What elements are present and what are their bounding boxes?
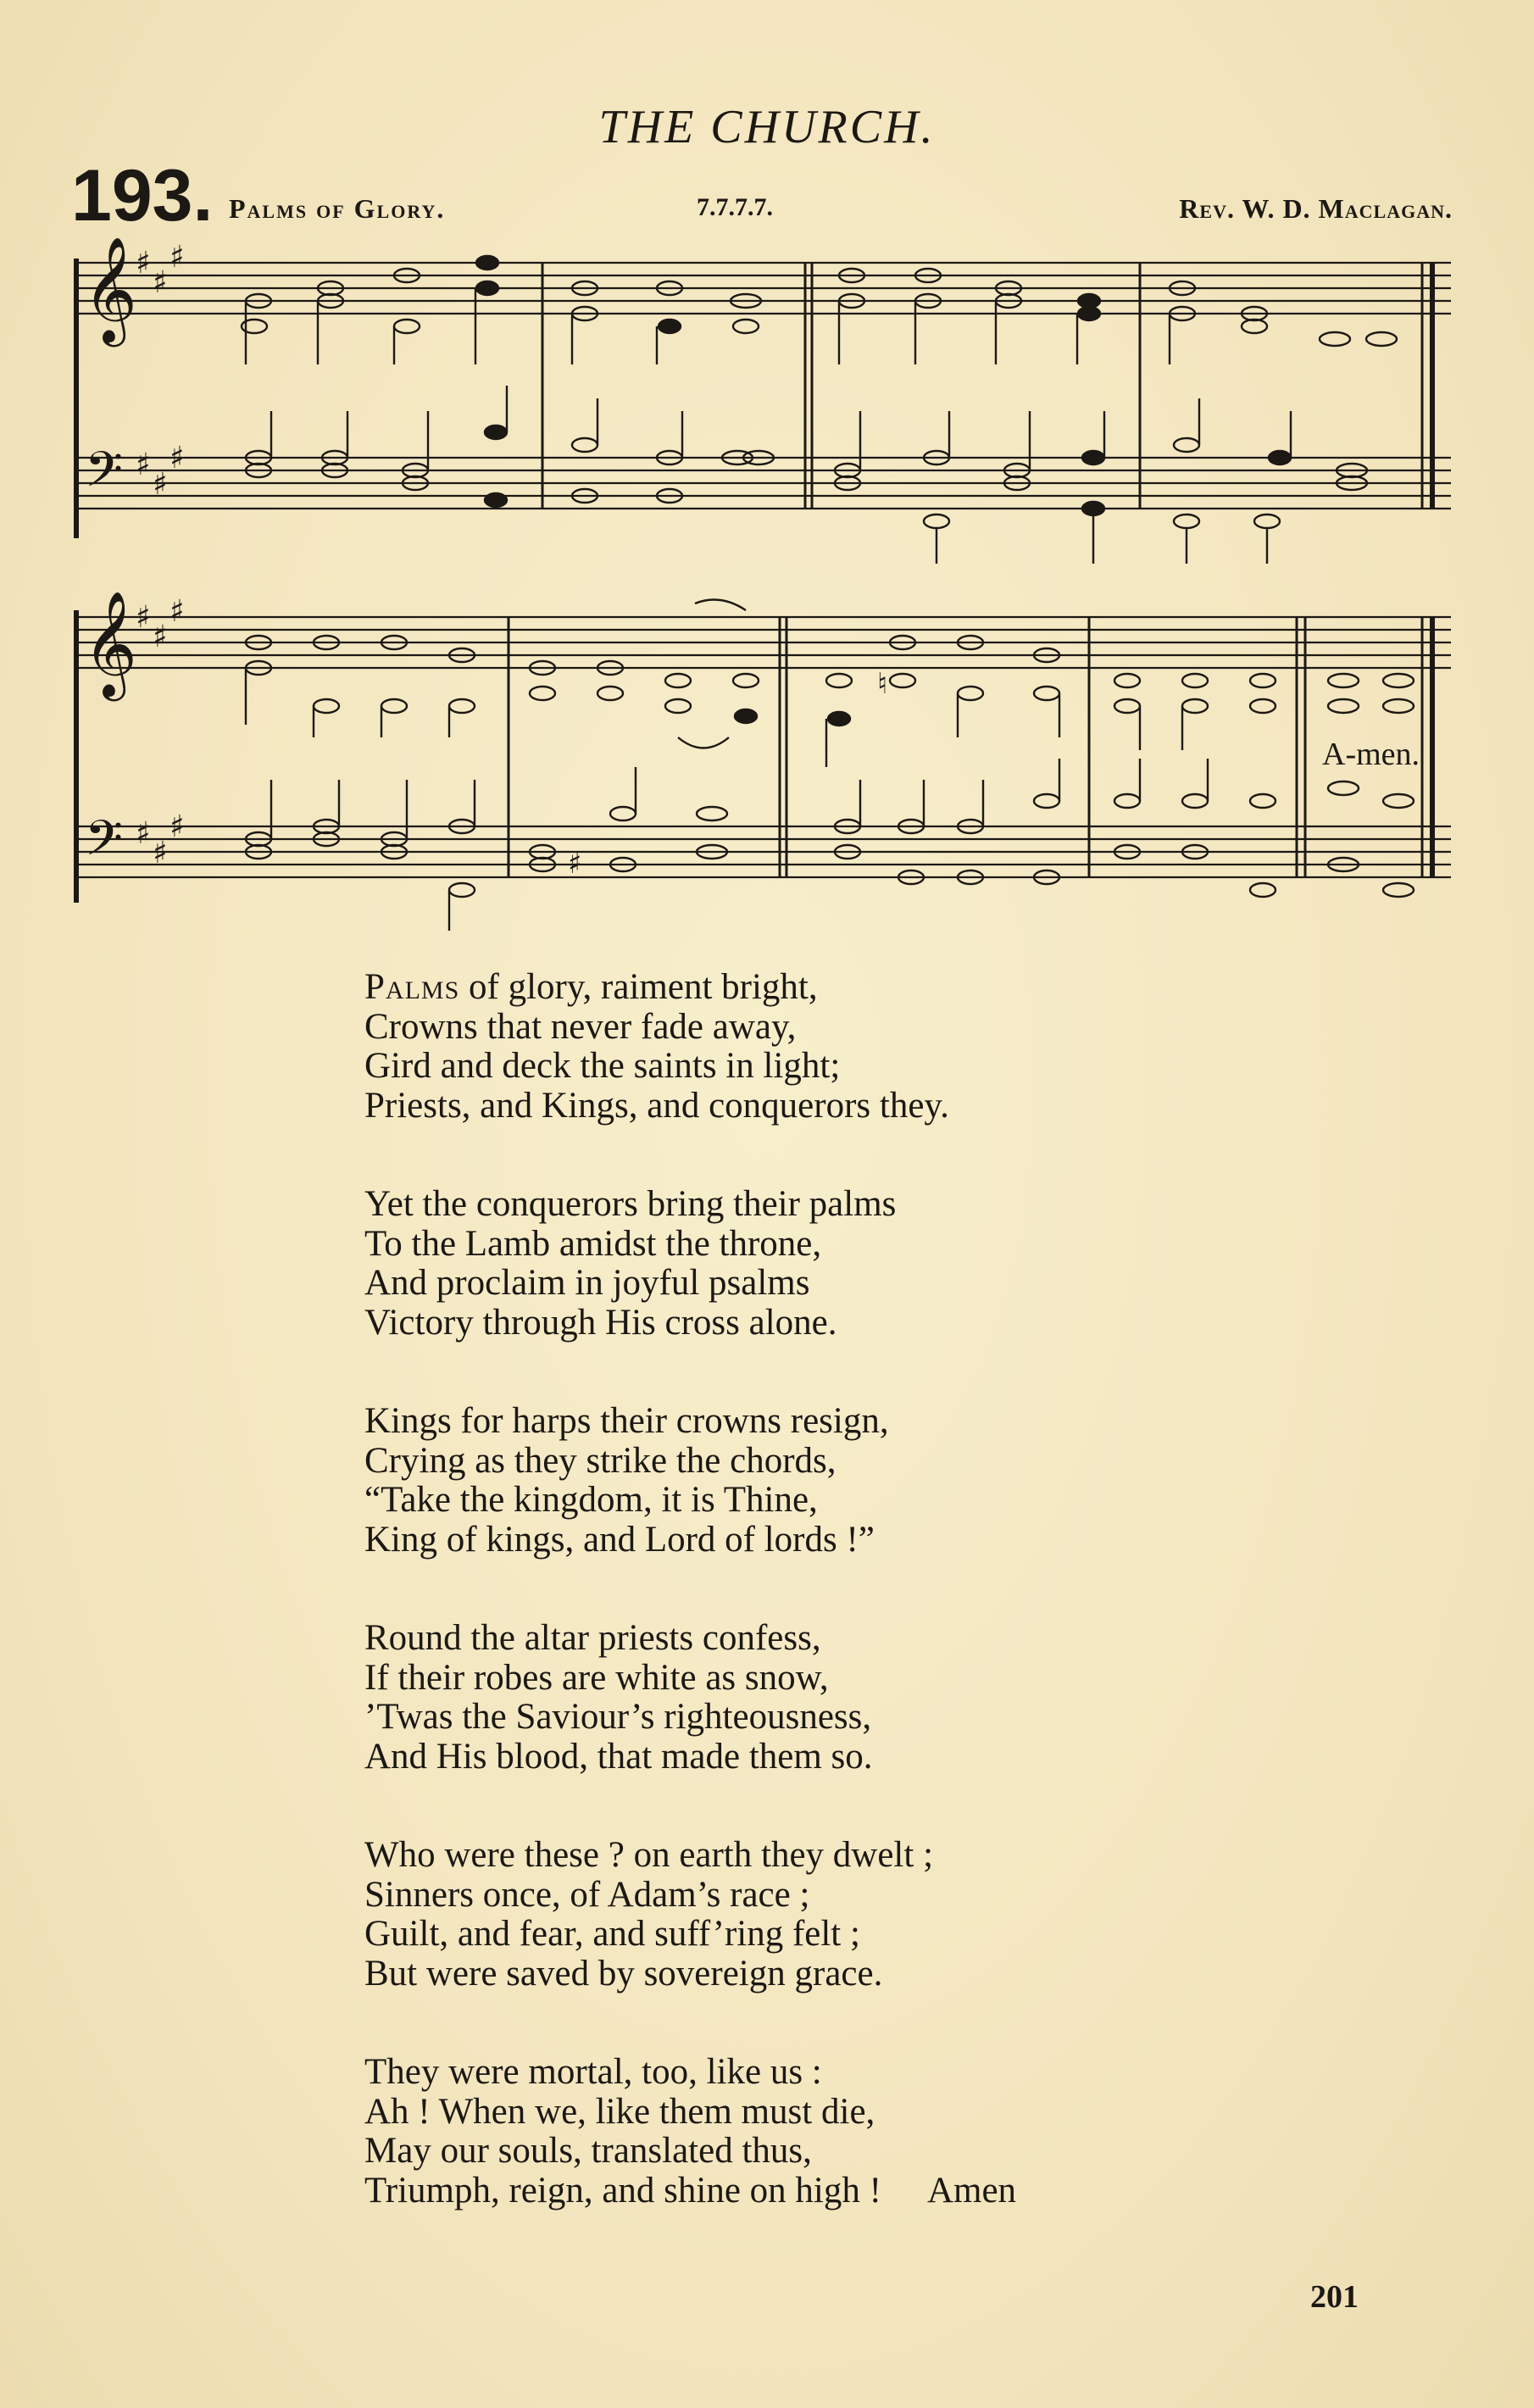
- verse-line-rest: of glory, raiment bright,: [459, 967, 818, 1007]
- verse-line: Kings for harps their crowns resign,: [364, 1401, 889, 1441]
- notes-system-2: [246, 600, 1414, 932]
- svg-text:♮: ♮: [877, 667, 888, 701]
- verse-line: Priests, and Kings, and conquerors they.: [364, 1085, 949, 1126]
- verse-line: Crowns that never fade away,: [364, 1006, 797, 1047]
- svg-text:♯: ♯: [153, 836, 168, 870]
- amen-word: Amen: [926, 2170, 1017, 2211]
- hymn-verses: [364, 968, 1016, 2270]
- verse-line: They were mortal, too, like us :: [364, 2052, 822, 2092]
- verse-line: May our souls, translated thus,: [364, 2131, 812, 2171]
- bass-clef-glyph-1: 𝄢: [85, 441, 124, 510]
- treble-clef-glyph-2: 𝄞: [83, 591, 137, 697]
- svg-text:♯: ♯: [170, 240, 185, 275]
- composer: Rev. W. D. Maclagan.: [1179, 193, 1453, 224]
- verse-line: Ah ! When we, like them must die,: [364, 2091, 875, 2132]
- verse-line: Gird and deck the saints in light;: [364, 1046, 841, 1086]
- music-score: [0, 0, 1534, 932]
- treble-clef-glyph-1: 𝄞: [83, 236, 137, 342]
- verse-line: If their robes are white as snow,: [364, 1657, 829, 1698]
- key-signature-2: [136, 594, 184, 870]
- score-system-1: [76, 236, 1451, 564]
- stanza-6: [364, 2053, 1016, 2211]
- running-head: THE CHURCH.: [598, 101, 936, 153]
- bass-clef-glyph-2: 𝄢: [85, 809, 124, 879]
- verse-line-text: Triumph, reign, and shine on high !: [364, 2170, 881, 2211]
- verse-line: [364, 968, 1016, 1008]
- treble-staff-2: [76, 617, 1451, 668]
- verse-line: Victory through His cross alone.: [364, 1302, 837, 1343]
- drop-word: Palms: [364, 967, 460, 1007]
- treble-staff-1: [76, 263, 1451, 314]
- verse-line: Yet the conquerors bring their palms: [364, 1184, 897, 1224]
- svg-text:♯: ♯: [170, 809, 185, 844]
- verse-line: To the Lamb amidst the throne,: [364, 1223, 822, 1264]
- verse-line: “Take the kingdom, it is Thine,: [364, 1480, 818, 1520]
- svg-text:♯: ♯: [136, 246, 151, 281]
- verse-line: King of kings, and Lord of lords !”: [364, 1519, 875, 1560]
- stanza-3: [364, 1402, 1016, 1560]
- stanza-4: [364, 1619, 1016, 1777]
- key-signature-1: [136, 240, 184, 502]
- svg-text:♯: ♯: [136, 816, 151, 851]
- svg-text:♯: ♯: [136, 600, 151, 635]
- hymn-number: 193.: [71, 155, 214, 236]
- verse-line: Round the altar priests confess,: [364, 1618, 821, 1658]
- verse-line: Who were these ? on earth they dwelt ;: [364, 1835, 934, 1875]
- stanza-2: [364, 1185, 1016, 1343]
- verse-line: [364, 2172, 1016, 2211]
- svg-text:♯: ♯: [170, 594, 185, 629]
- svg-text:♯: ♯: [153, 467, 168, 502]
- meter: 7.7.7.7.: [697, 193, 773, 221]
- svg-text:♯: ♯: [153, 620, 168, 654]
- verse-line: Sinners once, of Adam’s race ;: [364, 1874, 810, 1915]
- barlines-system-1: [542, 263, 1432, 509]
- verse-line: ’Twas the Saviour’s righteousness,: [364, 1697, 872, 1737]
- svg-text:♯: ♯: [568, 847, 582, 881]
- verse-line: And proclaim in joyful psalms: [364, 1263, 810, 1303]
- stanza-5: [364, 1836, 1016, 1994]
- tune-name: Palms of Glory.: [229, 193, 446, 224]
- score-system-2: [76, 591, 1451, 931]
- verse-line: Crying as they strike the chords,: [364, 1440, 836, 1481]
- notes-system-1: [242, 256, 1397, 564]
- svg-text:♯: ♯: [170, 441, 185, 475]
- verse-line: And His blood, that made them so.: [364, 1736, 873, 1777]
- svg-text:♯: ♯: [136, 448, 151, 482]
- page-number: 201: [1310, 2279, 1359, 2315]
- amen-label: A-men.: [1322, 737, 1420, 772]
- bass-staff-2: [76, 826, 1451, 877]
- svg-text:♯: ♯: [153, 265, 168, 300]
- verse-line: Guilt, and fear, and suff’ring felt ;: [364, 1914, 860, 1954]
- verse-line: But were saved by sovereign grace.: [364, 1953, 883, 1994]
- stanza-1: [364, 968, 1016, 1126]
- bass-staff-1: [76, 458, 1451, 509]
